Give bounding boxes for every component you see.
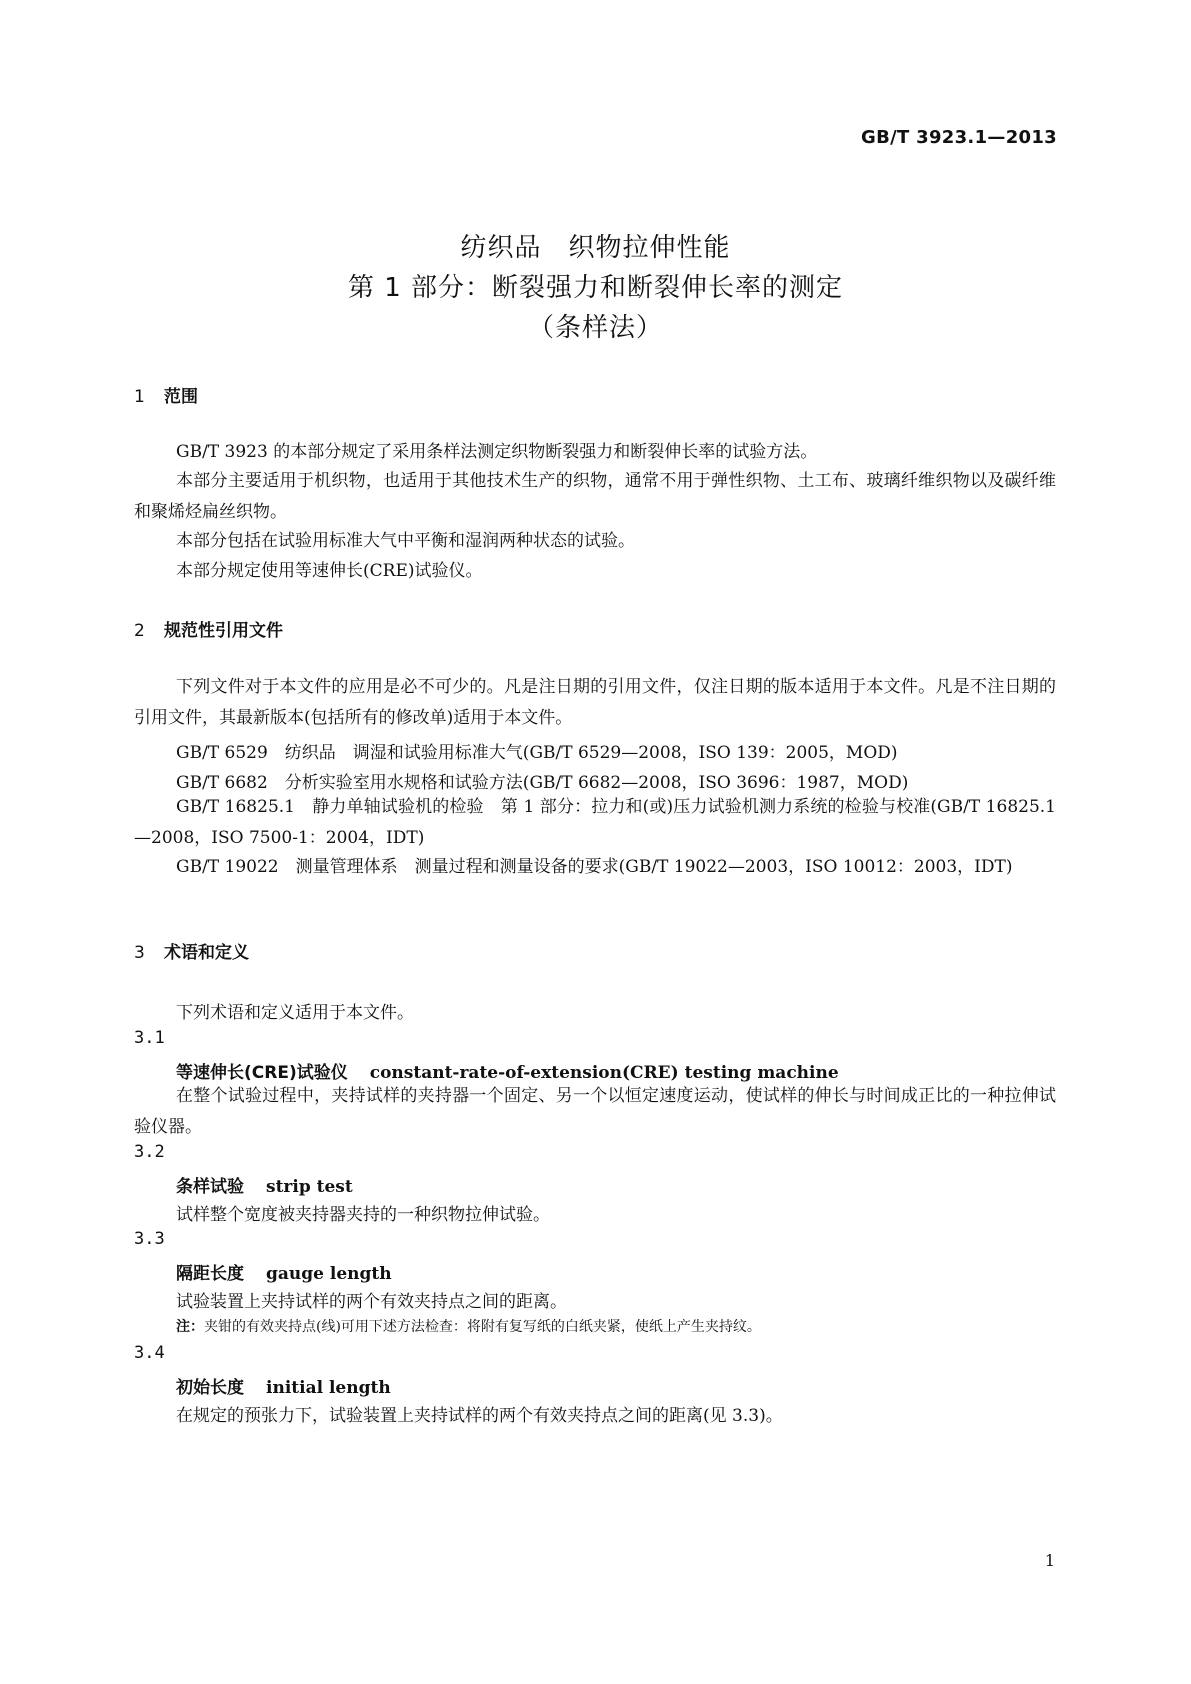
section-2-heading xyxy=(134,616,283,641)
paragraph: 下列术语和定义适用于本文件。 xyxy=(176,1003,414,1023)
term-zh: 条样试验 xyxy=(176,1177,244,1197)
section-title: 术语和定义 xyxy=(164,943,249,963)
section-3-heading xyxy=(134,938,249,963)
title-line-3: （条样法） xyxy=(527,313,663,343)
reference-item: GB/T 6682 分析实验室用水规格和试验方法(GB/T 6682—2008，ISO 3696：1987，MOD) xyxy=(176,773,909,793)
term-definition: 在规定的预张力下，试验装置上夹持试样的两个有效夹持点之间的距离(见 3.3)。 xyxy=(176,1406,783,1426)
note-label: 注： xyxy=(176,1319,204,1335)
term-zh: 初始长度 xyxy=(176,1378,244,1398)
section-number: 3 xyxy=(134,943,145,963)
section-number: 1 xyxy=(134,387,145,407)
clause-number: 3.3 xyxy=(134,1229,165,1249)
standard-number: GB/T 3923.1—2013 xyxy=(861,127,1057,148)
paragraph: 下列文件对于本文件的应用是必不可少的。凡是注日期的引用文件，仅注日期的版本适用于本文件。凡是不注日期的引用文件，其最新版本(包括所有的修改单)适用于本文件。 xyxy=(134,677,1056,728)
paragraph: GB/T 3923 的本部分规定了采用条样法测定织物断裂强力和断裂伸长率的试验方法。 xyxy=(176,442,818,462)
term-zh: 等速伸长(CRE)试验仪 xyxy=(176,1063,348,1083)
term-en: gauge length xyxy=(266,1264,392,1284)
section-title: 规范性引用文件 xyxy=(164,621,283,641)
term-entry xyxy=(176,1058,839,1083)
term-definition: 试验装置上夹持试样的两个有效夹持点之间的距离。 xyxy=(176,1292,567,1312)
section-title: 范围 xyxy=(164,387,198,407)
clause-number: 3.2 xyxy=(134,1142,165,1162)
term-note xyxy=(176,1316,761,1336)
title-line-2: 第 1 部分：断裂强力和断裂伸长率的测定 xyxy=(347,273,844,303)
term-definition: 在整个试验过程中，夹持试样的夹持器一个固定、另一个以恒定速度运动，使试样的伸长与时间成正比的一种拉伸试验仪器。 xyxy=(134,1086,1056,1137)
note-text: 夹钳的有效夹持点(线)可用下述方法检查：将附有复写纸的白纸夹紧，使纸上产生夹持纹。 xyxy=(204,1319,761,1335)
term-entry xyxy=(176,1259,392,1284)
clause-number: 3.4 xyxy=(134,1343,165,1363)
term-entry xyxy=(176,1373,391,1398)
reference-item: GB/T 19022 测量管理体系 测量过程和测量设备的要求(GB/T 19022—2003，ISO 10012：2003，IDT) xyxy=(176,857,1013,877)
title-line-1: 纺织品 织物拉伸性能 xyxy=(460,233,731,263)
term-en: constant-rate-of-extension(CRE) testing machine xyxy=(369,1063,839,1083)
term-definition: 试样整个宽度被夹持器夹持的一种织物拉伸试验。 xyxy=(176,1205,550,1225)
term-en: strip test xyxy=(266,1177,353,1197)
page-number: 1 xyxy=(1044,1551,1055,1570)
paragraph: 本部分主要适用于机织物，也适用于其他技术生产的织物，通常不用于弹性织物、土工布、玻璃纤维织物以及碳纤维和聚烯烃扁丝织物。 xyxy=(134,471,1056,522)
term-zh: 隔距长度 xyxy=(176,1264,244,1284)
reference-item: GB/T 16825.1 静力单轴试验机的检验 第 1 部分：拉力和(或)压力试验机测力系统的检验与校准(GB/T 16825.1—2008，ISO 7500-1：2004，IDT) xyxy=(134,797,1056,848)
section-number: 2 xyxy=(134,621,145,641)
term-en: initial length xyxy=(266,1378,391,1398)
paragraph: 本部分包括在试验用标准大气中平衡和湿润两种状态的试验。 xyxy=(176,531,635,551)
section-1-heading xyxy=(134,382,198,407)
term-entry xyxy=(176,1172,353,1197)
clause-number: 3.1 xyxy=(134,1028,165,1048)
reference-item: GB/T 6529 纺织品 调湿和试验用标准大气(GB/T 6529—2008，ISO 139：2005，MOD) xyxy=(176,743,898,763)
paragraph: 本部分规定使用等速伸长(CRE)试验仪。 xyxy=(176,561,483,581)
